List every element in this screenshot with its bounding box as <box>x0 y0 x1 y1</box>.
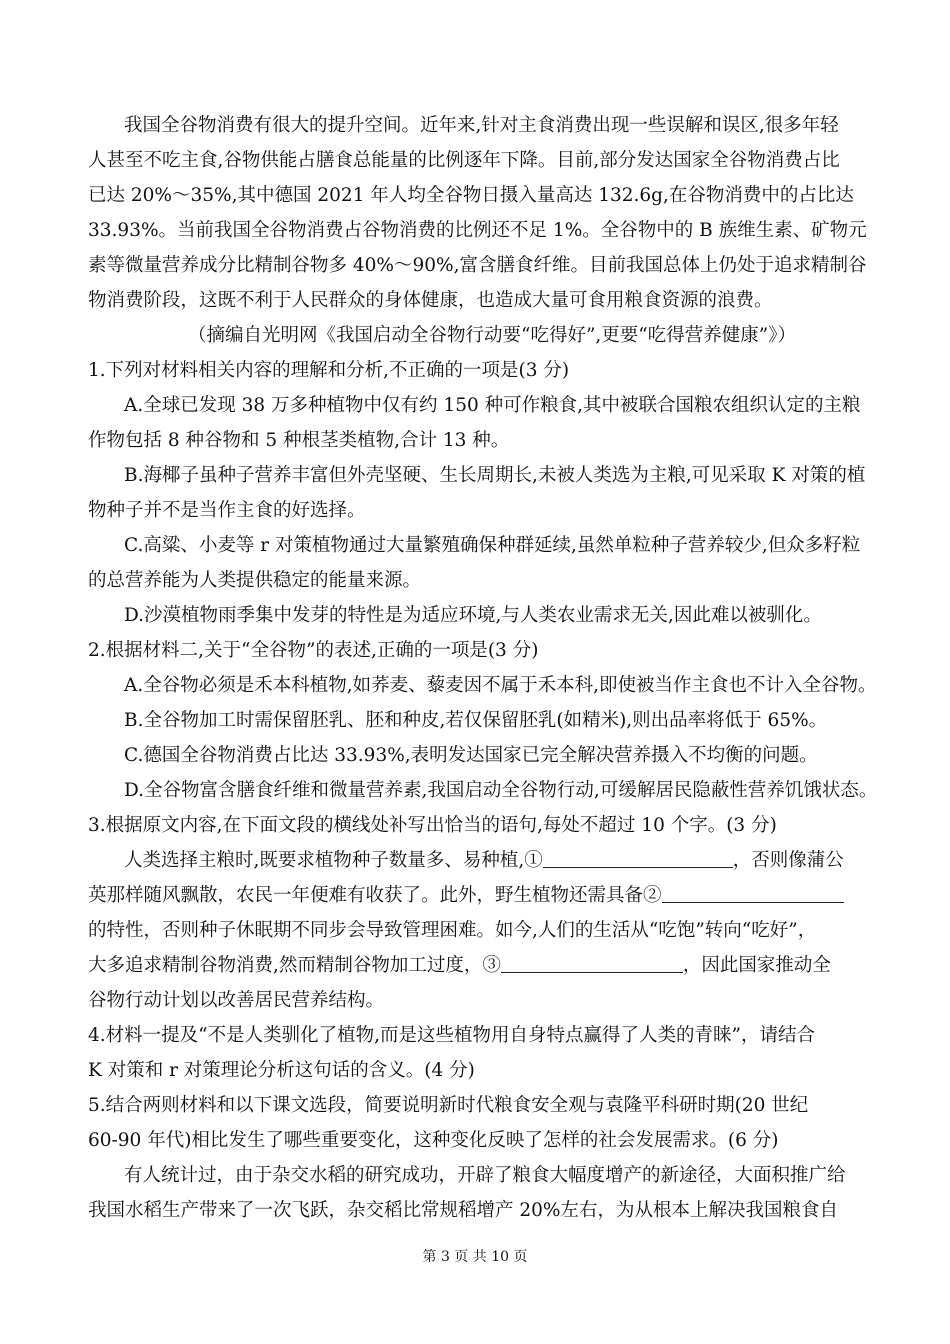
passage-line: 物消费阶段，这既不利于人民群众的身体健康，也造成大量可食用粮食资源的浪费。 <box>88 290 773 311</box>
answer-blank-1[interactable] <box>543 849 733 868</box>
passage-line: 已达 20%～35%,其中德国 2021 年人均全谷物日摄入量高达 132.6g,在谷物消费中的占比达 <box>88 185 854 206</box>
question-2-option: B.全谷物加工时需保留胚乳、胚和种皮,若仅保留胚乳(如精米),则出品率将低于 65%。 <box>124 710 828 731</box>
question-3-line: 的特性，否则种子休眠期不同步会导致管理困难。如今,人们的生活从“吃饱”转向“吃好”， <box>88 920 817 941</box>
page-number: 第 3 页 共 10 页 <box>422 1249 528 1265</box>
question-3-line <box>88 954 868 978</box>
question-1-option: C.高粱、小麦等 r 对策植物通过大量繁殖确保种群延续,虽然单粒种子营养较少,但众多籽粒 <box>124 535 861 556</box>
question-1-stem: 1.下列对材料相关内容的理解和分析,不正确的一项是(3 分) <box>88 360 570 381</box>
q3-text: 英那样随风飘散，农民一年便难有收获了。此外，野生植物还需具备② <box>88 885 662 906</box>
answer-blank-2[interactable] <box>662 884 844 903</box>
question-2-stem: 2.根据材料二,关于“全谷物”的表述,正确的一项是(3 分) <box>88 640 539 661</box>
question-1-option: 物种子并不是当作主食的好选择。 <box>88 500 366 521</box>
question-2-option: A.全谷物必须是禾本科植物,如荞麦、藜麦因不属于禾本科,即使被当作主食也不计入全谷物。 <box>124 675 877 696</box>
question-4-line: 4.材料一提及“不是人类驯化了植物,而是这些植物用自身特点赢得了人类的青睐”，请结合 <box>88 1025 815 1046</box>
question-3-stem: 3.根据原文内容,在下面文段的横线处补写出恰当的语句,每处不超过 10 个字。(3 分) <box>88 815 777 836</box>
excerpt-line: 我国水稻生产带来了一次飞跃，杂交稻比常规稻增产 20%左右，为从根本上解决我国粮食自 <box>88 1200 839 1221</box>
question-1-option: 的总营养能为人类提供稳定的能量来源。 <box>88 570 422 591</box>
passage-line: 素等微量营养成分比精制谷物多 40%～90%,富含膳食纤维。目前我国总体上仍处于追求精制谷 <box>88 255 867 276</box>
q3-text: 大多追求精制谷物消费,然而精制谷物加工过度，③ <box>88 955 501 976</box>
question-1-option: D.沙漠植物雨季集中发芽的特性是为适应环境,与人类农业需求无关,因此难以被驯化。 <box>124 605 822 626</box>
passage-line: 人甚至不吃主食,谷物供能占膳食总能量的比例逐年下降。目前,部分发达国家全谷物消费占比 <box>88 150 840 171</box>
question-3-line <box>124 849 868 873</box>
question-3-line: 谷物行动计划以改善居民营养结构。 <box>88 990 385 1011</box>
question-4-line: K 对策和 r 对策理论分析这句话的含义。(4 分) <box>88 1060 475 1081</box>
question-3-line <box>88 884 868 908</box>
question-2-option: C.德国全谷物消费占比达 33.93%,表明发达国家已完全解决营养摄入不均衡的问题。 <box>124 745 818 766</box>
excerpt-line: 有人统计过，由于杂交水稻的研究成功，开辟了粮食大幅度增产的新途径，大面积推广给 <box>124 1165 846 1186</box>
question-2-option: D.全谷物富含膳食纤维和微量营养素,我国启动全谷物行动,可缓解居民隐蔽性营养饥饿状态。 <box>124 780 878 801</box>
question-1-option: 作物包括 8 种谷物和 5 种根茎类植物,合计 13 种。 <box>88 430 510 451</box>
q3-text: ，因此国家推动全 <box>682 955 831 976</box>
q3-text: ，否则像蒲公 <box>732 850 844 871</box>
passage-source: （摘编自光明网《我国启动全谷物行动要“吃得好”,更要“吃得营养健康”》） <box>188 325 796 346</box>
passage-line: 我国全谷物消费有很大的提升空间。近年来,针对主食消费出现一些误解和误区,很多年轻 <box>124 115 839 136</box>
passage-line: 33.93%。当前我国全谷物消费占谷物消费的比例还不足 1%。全谷物中的 B 族维生素、矿物元 <box>88 220 867 241</box>
question-1-option: B.海椰子虽种子营养丰富但外壳坚硬、生长周期长,未被人类选为主粮,可见采取 K 对策的植 <box>124 465 866 486</box>
question-1-option: A.全球已发现 38 万多种植物中仅有约 150 种可作粮食,其中被联合国粮农组织认定的主粮 <box>124 395 861 416</box>
question-5-line: 5.结合两则材料和以下课文选段，简要说明新时代粮食安全观与袁隆平科研时期(20 世纪 <box>88 1095 809 1116</box>
question-5-line: 60-90 年代)相比发生了哪些重要变化，这种变化反映了怎样的社会发展需求。(6 分) <box>88 1130 779 1151</box>
q3-text: 人类选择主粮时,既要求植物种子数量多、易种植,① <box>124 850 543 871</box>
answer-blank-3[interactable] <box>501 954 683 973</box>
